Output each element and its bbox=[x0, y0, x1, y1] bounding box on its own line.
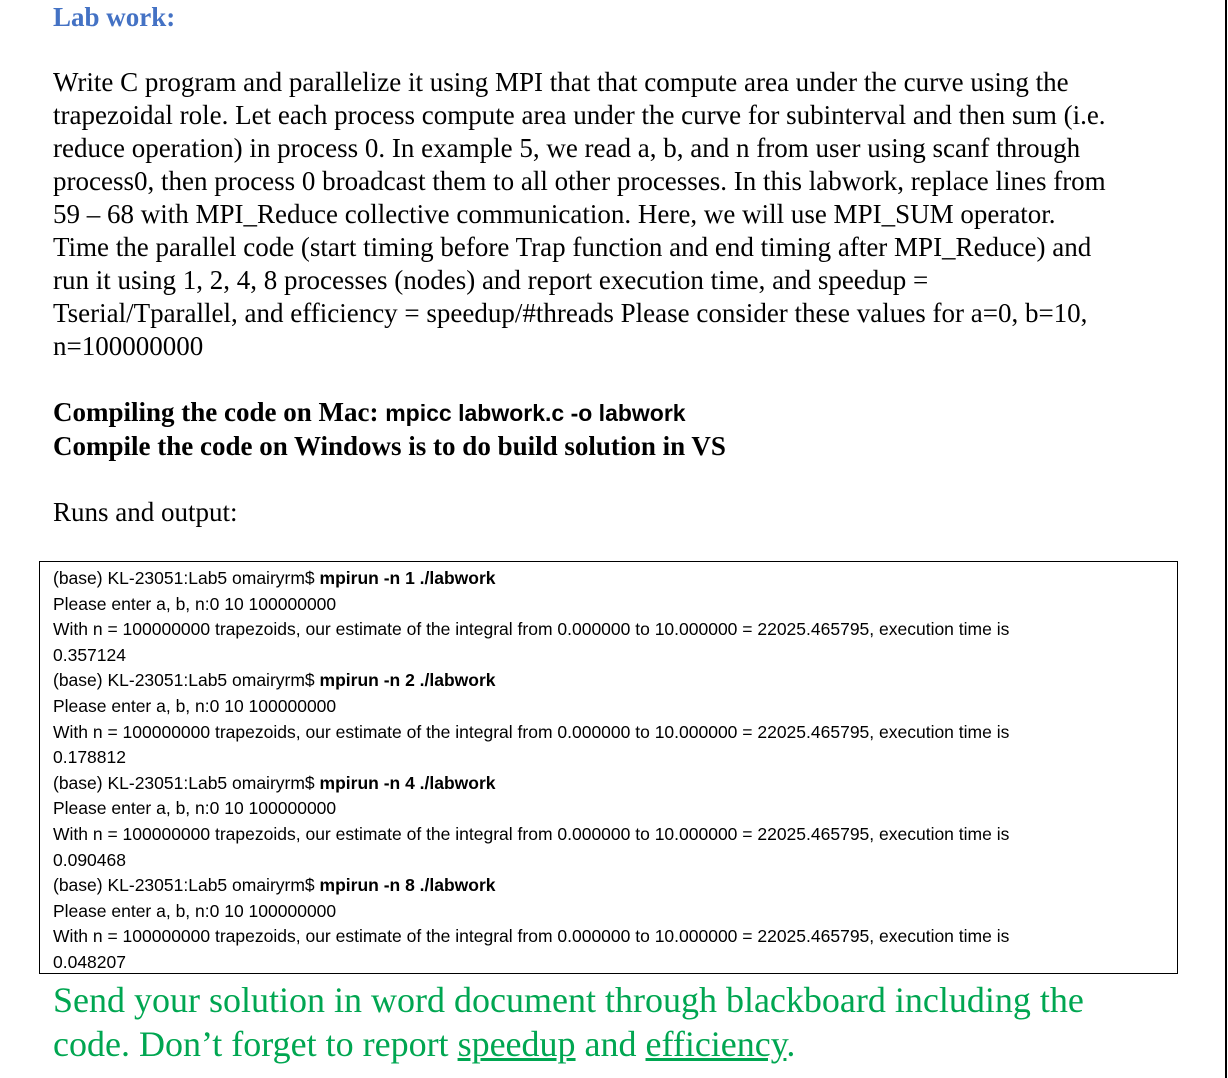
instruction-line: trapezoidal role. Let each process compute area under the curve for subinterval and then sum (i.e. bbox=[53, 100, 1106, 130]
prompt-line bbox=[53, 873, 1177, 899]
instruction-line: Write C program and parallelize it using MPI that that compute area under the curve using the bbox=[53, 67, 1069, 97]
instruction-line: reduce operation) in process 0. In example 5, we read a, b, and n from user using scanf through bbox=[53, 133, 1081, 163]
submission-text: and bbox=[575, 1024, 646, 1064]
terminal-output-box bbox=[39, 561, 1178, 974]
compile-mac-command: mpicc labwork.c -o labwork bbox=[385, 400, 686, 426]
page-edge-rule bbox=[1225, 0, 1227, 1078]
execution-time: 0.090468 bbox=[53, 849, 126, 870]
compile-instructions bbox=[53, 396, 726, 463]
submission-line bbox=[53, 1022, 1084, 1066]
instruction-line: Tserial/Tparallel, and efficiency = speedup/#threads Please consider these values for a=0, b=10, bbox=[53, 298, 1088, 328]
execution-time: 0.357124 bbox=[53, 644, 126, 665]
input-line: Please enter a, b, n:0 10 100000000 bbox=[53, 695, 337, 716]
result-line: With n = 100000000 trapezoids, our estimate of the integral from 0.000000 to 10.000000 = 22025.465795, execution time is bbox=[53, 926, 1010, 947]
prompt-line bbox=[53, 771, 1177, 797]
submission-text: . bbox=[786, 1024, 796, 1064]
shell-prompt: (base) KL-23051:Lab5 omairyrm$ bbox=[53, 875, 320, 896]
speedup-term: speedup bbox=[457, 1024, 576, 1064]
compile-windows-line: Compile the code on Windows is to do build solution in VS bbox=[53, 431, 726, 461]
runs-output-label: Runs and output: bbox=[53, 497, 238, 527]
input-line: Please enter a, b, n:0 10 100000000 bbox=[53, 798, 337, 819]
shell-prompt: (base) KL-23051:Lab5 omairyrm$ bbox=[53, 772, 320, 793]
execution-time: 0.178812 bbox=[53, 747, 126, 768]
result-line: With n = 100000000 trapezoids, our estimate of the integral from 0.000000 to 10.000000 = 22025.465795, execution time is bbox=[53, 721, 1010, 742]
result-line: With n = 100000000 trapezoids, our estimate of the integral from 0.000000 to 10.000000 = 22025.465795, execution time is bbox=[53, 619, 1010, 640]
run-command: mpirun -n 4 ./labwork bbox=[319, 772, 496, 793]
efficiency-term: efficiency bbox=[645, 1024, 787, 1064]
shell-prompt: (base) KL-23051:Lab5 omairyrm$ bbox=[53, 568, 320, 588]
run-command: mpirun -n 2 ./labwork bbox=[319, 670, 496, 691]
run-command: mpirun -n 1 ./labwork bbox=[319, 568, 496, 588]
submission-text: code. Don’t forget to report bbox=[53, 1024, 458, 1064]
result-line: With n = 100000000 trapezoids, our estimate of the integral from 0.000000 to 10.000000 = 22025.465795, execution time is bbox=[53, 823, 1010, 844]
prompt-line bbox=[53, 566, 1177, 592]
lab-instructions bbox=[53, 66, 1213, 363]
submission-line: Send your solution in word document through blackboard including the bbox=[53, 980, 1084, 1020]
execution-time: 0.048207 bbox=[53, 951, 126, 972]
shell-prompt: (base) KL-23051:Lab5 omairyrm$ bbox=[53, 670, 320, 691]
instruction-line: run it using 1, 2, 4, 8 processes (nodes) and report execution time, and speedup = bbox=[53, 265, 929, 295]
input-line: Please enter a, b, n:0 10 100000000 bbox=[53, 593, 337, 614]
run-command: mpirun -n 8 ./labwork bbox=[319, 875, 496, 896]
input-line: Please enter a, b, n:0 10 100000000 bbox=[53, 900, 337, 921]
section-heading: Lab work: bbox=[53, 2, 176, 32]
instruction-line: process0, then process 0 broadcast them to all other processes. In this labwork, replace lines from bbox=[53, 166, 1106, 196]
instruction-line: 59 – 68 with MPI_Reduce collective communication. Here, we will use MPI_SUM operator. bbox=[53, 199, 1056, 229]
compile-mac-line bbox=[53, 396, 726, 430]
submission-note bbox=[53, 978, 1084, 1066]
compile-mac-label: Compiling the code on Mac: bbox=[53, 397, 386, 427]
instruction-line: Time the parallel code (start timing before Trap function and end timing after MPI_Reduce) and bbox=[53, 232, 1092, 262]
instruction-line: n=100000000 bbox=[53, 331, 204, 361]
prompt-line bbox=[53, 668, 1177, 694]
